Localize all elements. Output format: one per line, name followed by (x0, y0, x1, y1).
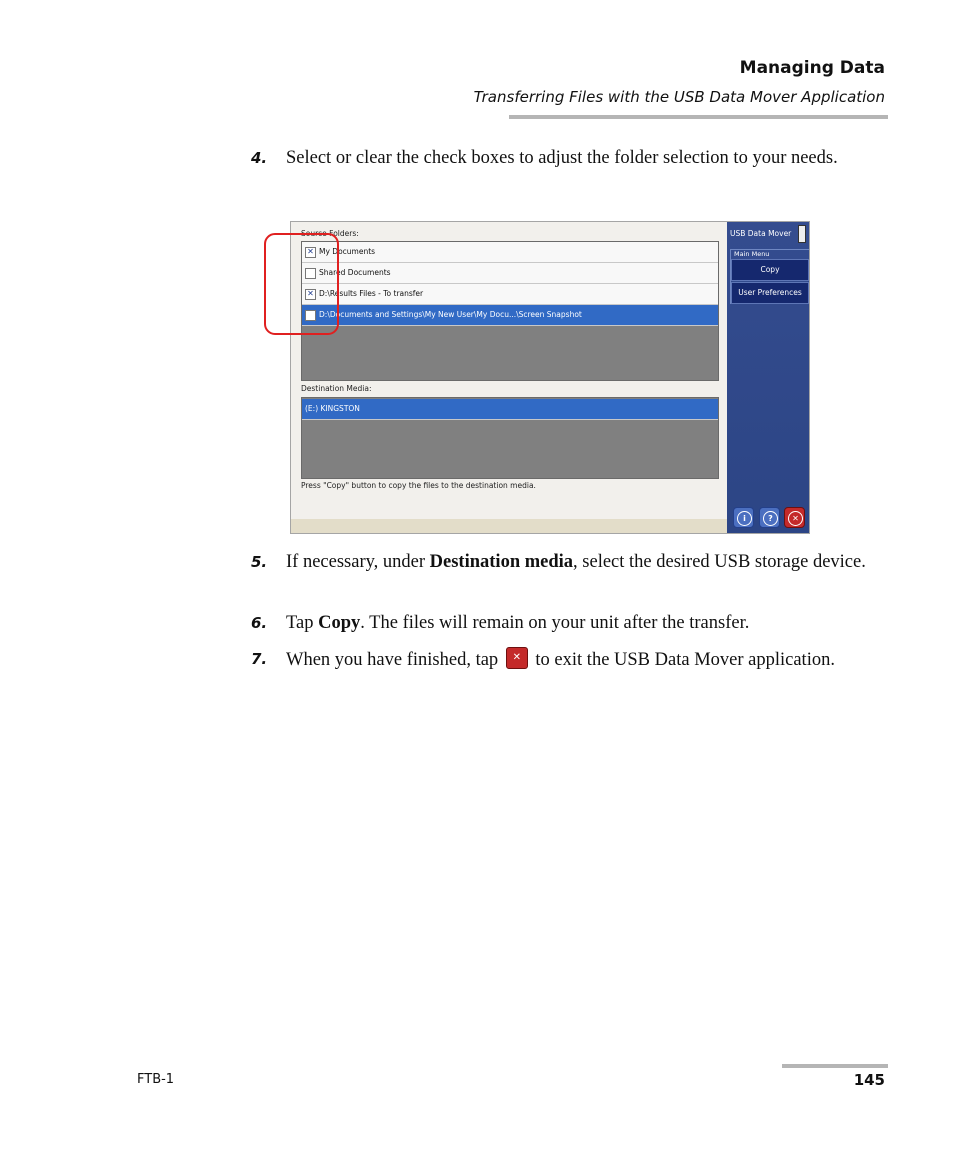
step-text-pre: Tap (286, 613, 319, 633)
destination-row-selected[interactable] (302, 399, 718, 420)
step-7 (251, 647, 891, 673)
user-preferences-button[interactable]: User Preferences (731, 282, 809, 304)
main-menu-caption: Main Menu (734, 250, 770, 258)
step-text (286, 550, 891, 575)
header-title: Managing Data (739, 58, 885, 78)
info-icon: i (737, 511, 752, 526)
help-button[interactable] (759, 507, 780, 528)
status-bar (291, 519, 727, 533)
folder-row[interactable] (302, 284, 718, 305)
folder-label: D:\Documents and Settings\My New User\My Docu...\Screen Snapshot (319, 310, 582, 319)
battery-icon (798, 225, 806, 243)
step-text (286, 611, 891, 636)
info-button[interactable] (733, 507, 754, 528)
footer-product: FTB-1 (137, 1072, 175, 1087)
step-text-post: to exit the USB Data Mover application. (530, 650, 835, 670)
header-subtitle: Transferring Files with the USB Data Mover Application (473, 88, 885, 106)
close-icon: ✕ (788, 511, 803, 526)
destination-media-label: Destination Media: (301, 384, 372, 393)
app-screenshot (290, 221, 810, 534)
help-icon: ? (763, 511, 778, 526)
checkbox-callout (264, 233, 339, 335)
step-number: 5. (251, 553, 268, 571)
step-number: 6. (251, 614, 268, 632)
header-rule (509, 115, 888, 119)
exit-icon (506, 647, 528, 669)
folder-label: My Documents (319, 247, 376, 256)
destination-media-list[interactable] (301, 397, 719, 479)
app-title: USB Data Mover (730, 229, 792, 238)
step-4 (251, 146, 891, 171)
folder-label: D:\Results Files - To transfer (319, 289, 424, 298)
copy-hint: Press "Copy" button to copy the files to the destination media. (301, 481, 536, 490)
source-folders-label: Source Folders: (301, 229, 359, 238)
folder-row[interactable] (302, 242, 718, 263)
step-text-pre: When you have finished, tap (286, 650, 503, 670)
source-folders-list[interactable] (301, 241, 719, 381)
app-sidebar (727, 222, 809, 533)
destination-label: (E:) KINGSTON (305, 404, 360, 413)
copy-button[interactable]: Copy (731, 259, 809, 281)
folder-row[interactable] (302, 263, 718, 284)
folder-row-selected[interactable] (302, 305, 718, 326)
step-text (286, 647, 891, 673)
main-menu (730, 249, 810, 304)
step-text-post: . The files will remain on your unit after the transfer. (360, 613, 750, 633)
step-number: 7. (251, 650, 268, 668)
step-text-bold: Destination media (429, 552, 574, 572)
step-number: 4. (251, 149, 268, 167)
step-text: Select or clear the check boxes to adjust the folder selection to your needs. (286, 148, 838, 168)
step-text-bold: Copy (318, 613, 361, 633)
step-5 (251, 550, 891, 575)
exit-button[interactable] (784, 507, 805, 528)
step-text-post: , select the desired USB storage device. (573, 552, 866, 572)
step-6 (251, 611, 891, 636)
footer-rule (782, 1064, 888, 1068)
page-number: 145 (853, 1071, 885, 1089)
step-text-pre: If necessary, under (286, 552, 430, 572)
folder-label: Shared Documents (319, 268, 391, 277)
